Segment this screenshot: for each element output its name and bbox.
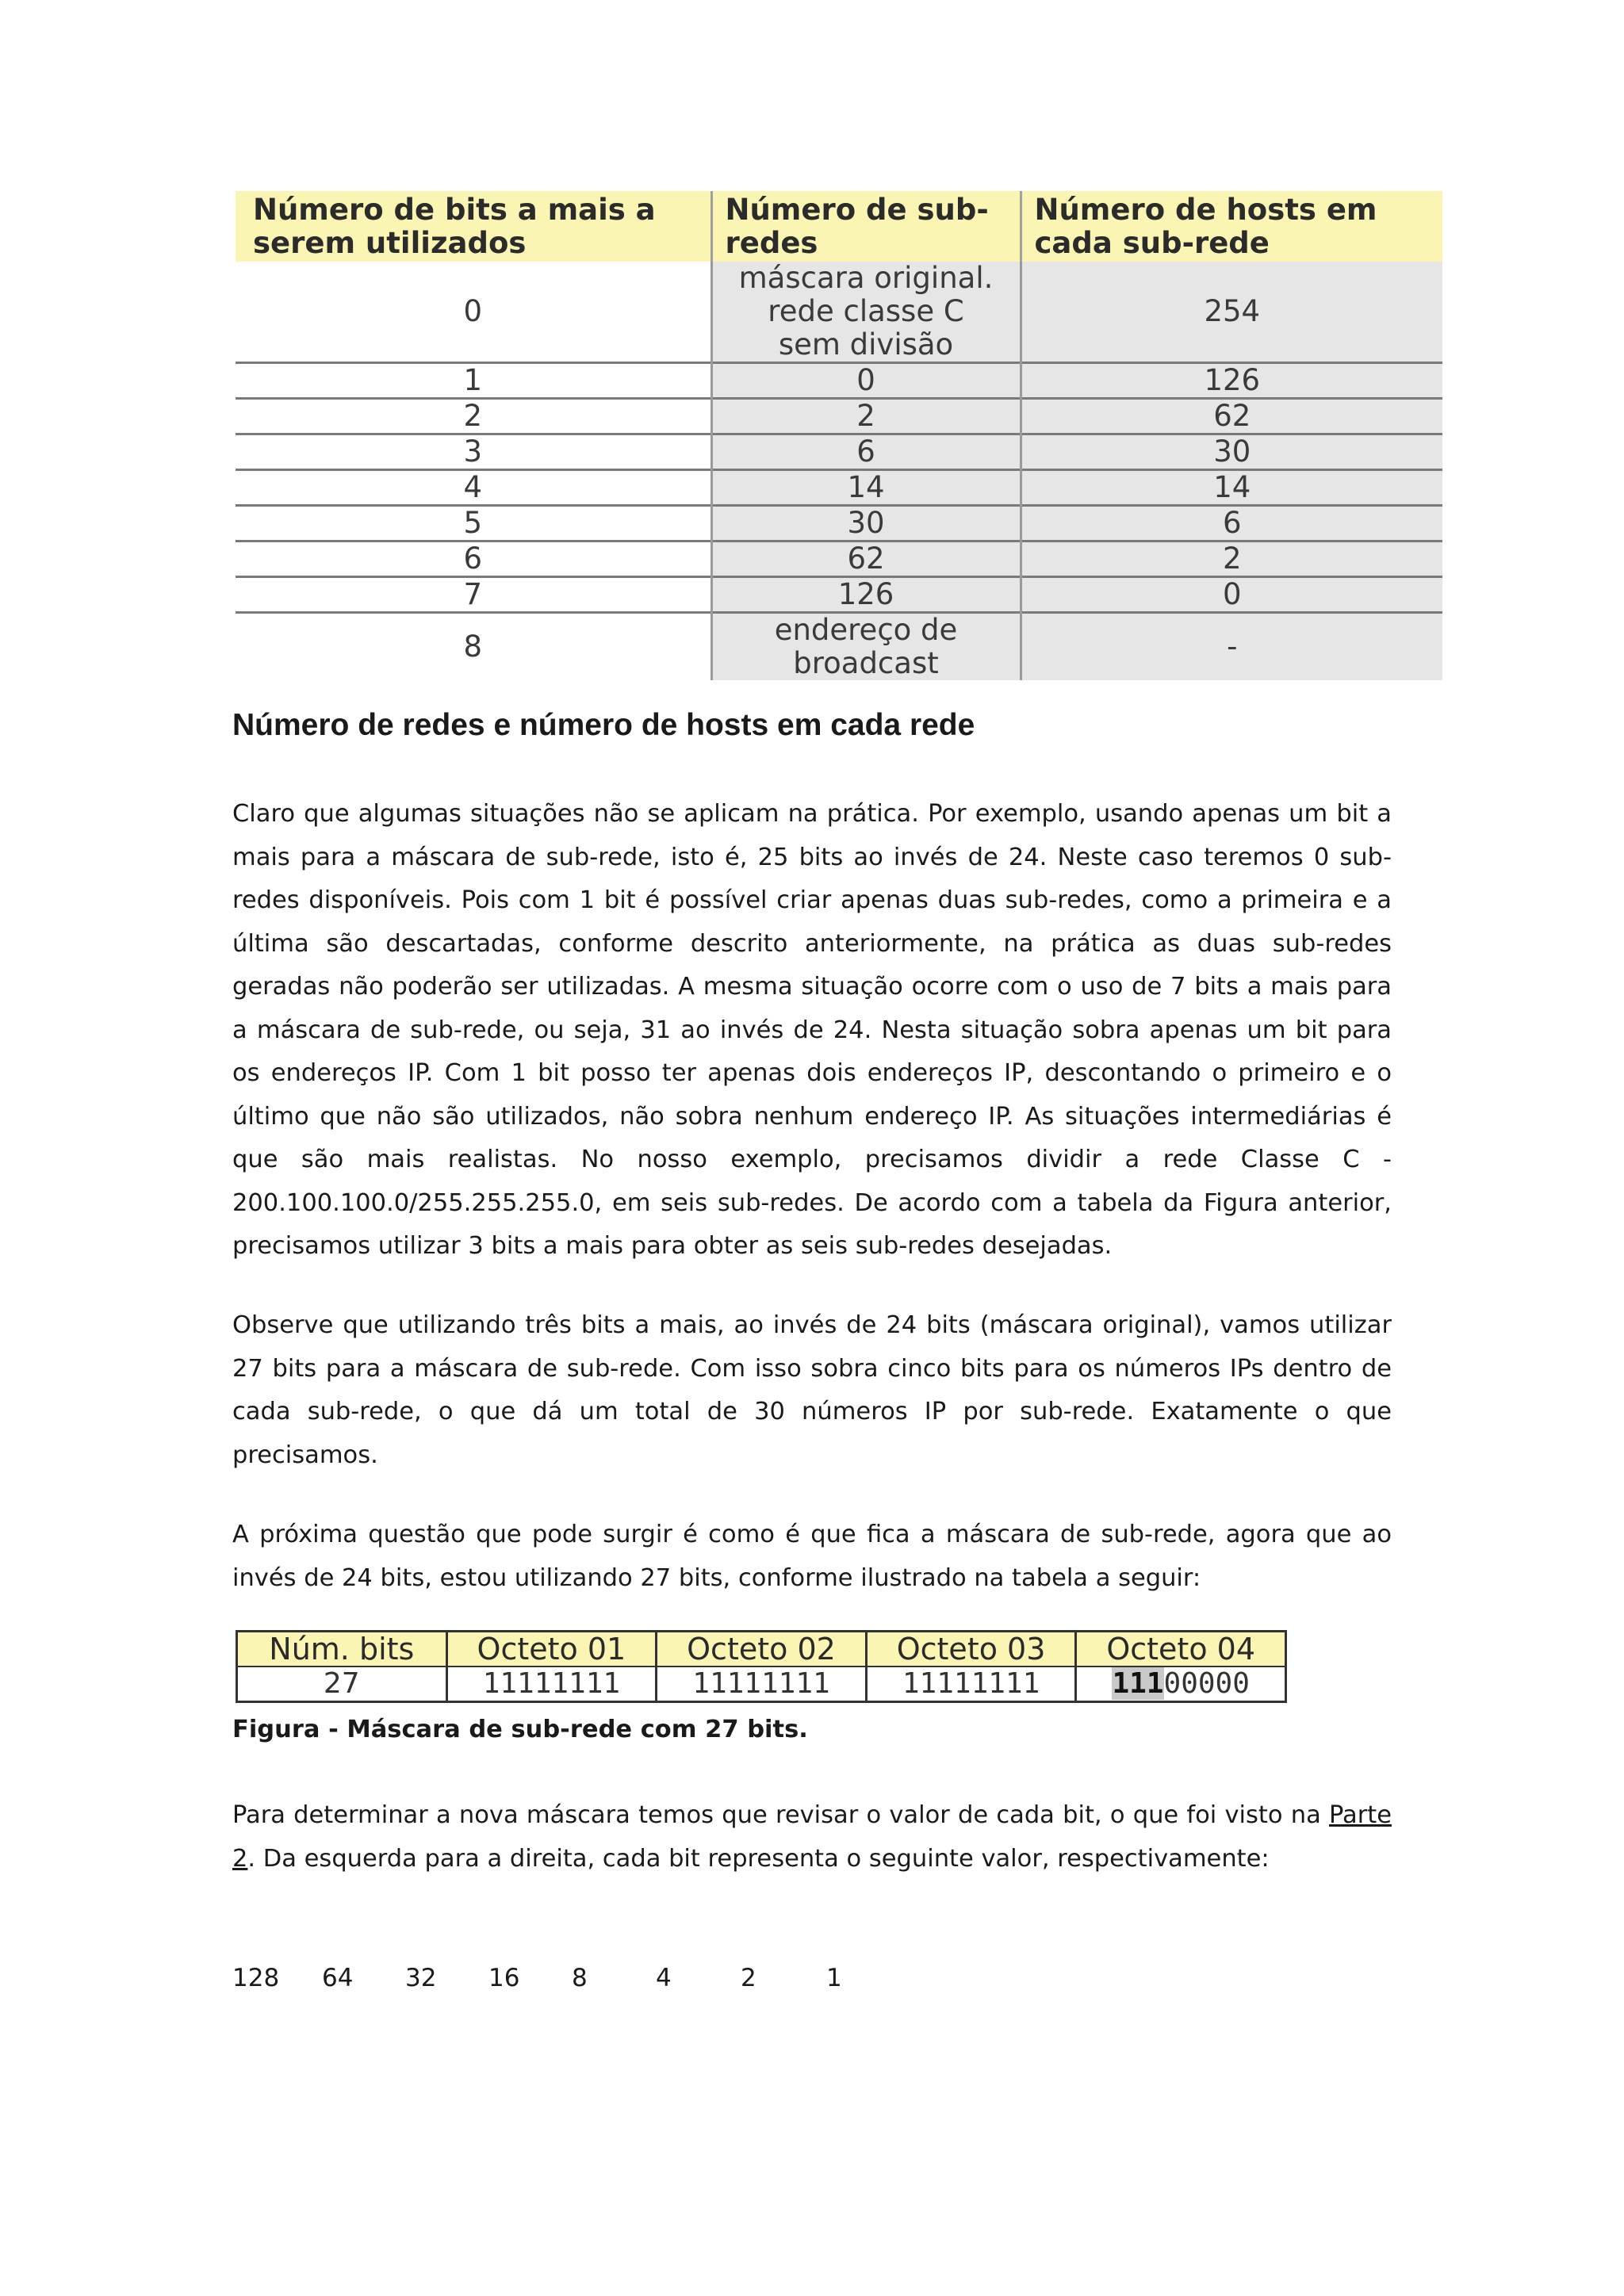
table-header-row (237, 1632, 1286, 1667)
cell-bits: 3 (236, 434, 711, 470)
cell-hosts: 126 (1021, 363, 1442, 399)
table-row (236, 470, 1442, 506)
header-hosts: Número de hosts em cada sub-rede (1021, 191, 1442, 262)
table-row (236, 541, 1442, 577)
cell-subnets: 2 (711, 399, 1021, 434)
highlighted-bits: 111 (1112, 1667, 1164, 1700)
cell-bits: 7 (236, 577, 711, 613)
paragraph-practical-situations: Claro que algumas situações não se aplicam na prática. Por exemplo, usando apenas um bit a mais para a máscara de sub-rede, isto é, 25 bits ao invés de 24. Neste caso teremos 0 sub-redes disponíveis. Pois com 1 bit é possível criar apenas duas sub-redes, como a primeira e a última são descartadas, conforme descrito anteriormente, na prática as duas sub-redes geradas não poderão ser utilizadas. A mesma situação ocorre com o uso de 7 bits a mais para a máscara de sub-rede, ou seja, 31 ao invés de 24. Nesta situação sobra apenas um bit para os endereços IP. Com 1 bit posso ter apenas dois endereços IP, descontando o primeiro e o último que não são utilizados, não sobra nenhum endereço IP. As situações intermediárias é que são mais realistas. No nosso exemplo, precisamos dividir a rede Classe C - 200.100.100.0/255.255.255.0, em seis sub-redes. De acordo com a tabela da Figura anterior, precisamos utilizar 3 bits a mais para obter as seis sub-redes desejadas. (232, 800, 1392, 1260)
cell-bits: 4 (236, 470, 711, 506)
section-heading: Número de redes e número de hosts em cada rede (232, 708, 975, 742)
cell-subnets: 62 (711, 541, 1021, 577)
table-row (236, 434, 1442, 470)
table-row (236, 577, 1442, 613)
cell-subnets: endereço de broadcast (711, 613, 1021, 681)
cell-subnets: 0 (711, 363, 1021, 399)
table-row (236, 262, 1442, 363)
cell-octet-1: 11111111 (446, 1667, 657, 1702)
header-num-bits: Núm. bits (237, 1632, 447, 1667)
cell-hosts: 254 (1021, 262, 1442, 363)
paragraph-next-question: A próxima questão que pode surgir é como é que fica a máscara de sub-rede, agora que ao invés de 24 bits, estou utilizando 27 bits, conforme ilustrado na tabela a seguir: (232, 1521, 1392, 1592)
bit-value: 8 (572, 1964, 588, 1992)
cell-subnets: 126 (711, 577, 1021, 613)
parte-2-link[interactable]: Parte 2 (232, 1801, 1392, 1873)
figure-caption: Figura - Máscara de sub-rede com 27 bits. (232, 1716, 808, 1743)
bit-values-row (0, 1964, 1624, 2003)
table-row (236, 399, 1442, 434)
cell-subnets: 6 (711, 434, 1021, 470)
bit-value: 64 (322, 1964, 354, 1992)
cell-bits: 0 (236, 262, 711, 363)
cell-subnets: 14 (711, 470, 1021, 506)
cell-octet-4 (1076, 1667, 1286, 1702)
cell-hosts: 2 (1021, 541, 1442, 577)
bit-value: 32 (405, 1964, 437, 1992)
cell-octet-2: 11111111 (657, 1667, 867, 1702)
cell-hosts: 30 (1021, 434, 1442, 470)
cell-bits: 6 (236, 541, 711, 577)
cell-subnets: 30 (711, 506, 1021, 541)
header-octet-4: Octeto 04 (1076, 1632, 1286, 1667)
cell-bits: 1 (236, 363, 711, 399)
cell-subnets: máscara original. rede classe C sem divisão (711, 262, 1021, 363)
bit-value: 2 (741, 1964, 756, 1992)
cell-octet-3: 11111111 (866, 1667, 1076, 1702)
paragraph-text-before-link: Para determinar a nova máscara temos que revisar o valor de cada bit, o que foi visto na (232, 1801, 1330, 1829)
header-subnets: Número de sub-redes (711, 191, 1021, 262)
bit-value: 128 (232, 1964, 280, 1992)
header-octet-3: Octeto 03 (866, 1632, 1076, 1667)
bit-value: 1 (826, 1964, 842, 1992)
cell-bits: 5 (236, 506, 711, 541)
cell-bits: 8 (236, 613, 711, 681)
cell-bits: 2 (236, 399, 711, 434)
paragraph-text-after-link: . Da esquerda para a direita, cada bit representa o seguinte valor, respectivamente: (247, 1844, 1270, 1873)
header-octet-1: Octeto 01 (446, 1632, 657, 1667)
bit-value: 16 (488, 1964, 520, 1992)
table-row (236, 363, 1442, 399)
cell-hosts: 0 (1021, 577, 1442, 613)
header-octet-2: Octeto 02 (657, 1632, 867, 1667)
table-row (236, 613, 1442, 681)
table-row (237, 1667, 1286, 1702)
paragraph-three-bits: Observe que utilizando três bits a mais, ao invés de 24 bits (máscara original), vamos utilizar 27 bits para a máscara de sub-rede. Com isso sobra cinco bits para os números IPs dentro de cada sub-rede, o que dá um total de 30 números IP por sub-rede. Exatamente o que precisamos. (232, 1311, 1392, 1469)
header-bits: Número de bits a mais a serem utilizados (236, 191, 711, 262)
paragraph-new-mask (232, 1794, 1392, 1881)
table-row (236, 506, 1442, 541)
mask-27-bits-table (236, 1630, 1287, 1703)
cell-hosts: 62 (1021, 399, 1442, 434)
cell-hosts: 6 (1021, 506, 1442, 541)
cell-num-bits: 27 (237, 1667, 447, 1702)
subnet-bits-table (236, 191, 1442, 680)
cell-hosts: 14 (1021, 470, 1442, 506)
cell-hosts: - (1021, 613, 1442, 681)
remaining-bits: 00000 (1163, 1667, 1250, 1700)
bit-value: 4 (656, 1964, 672, 1992)
table-header-row (236, 191, 1442, 262)
